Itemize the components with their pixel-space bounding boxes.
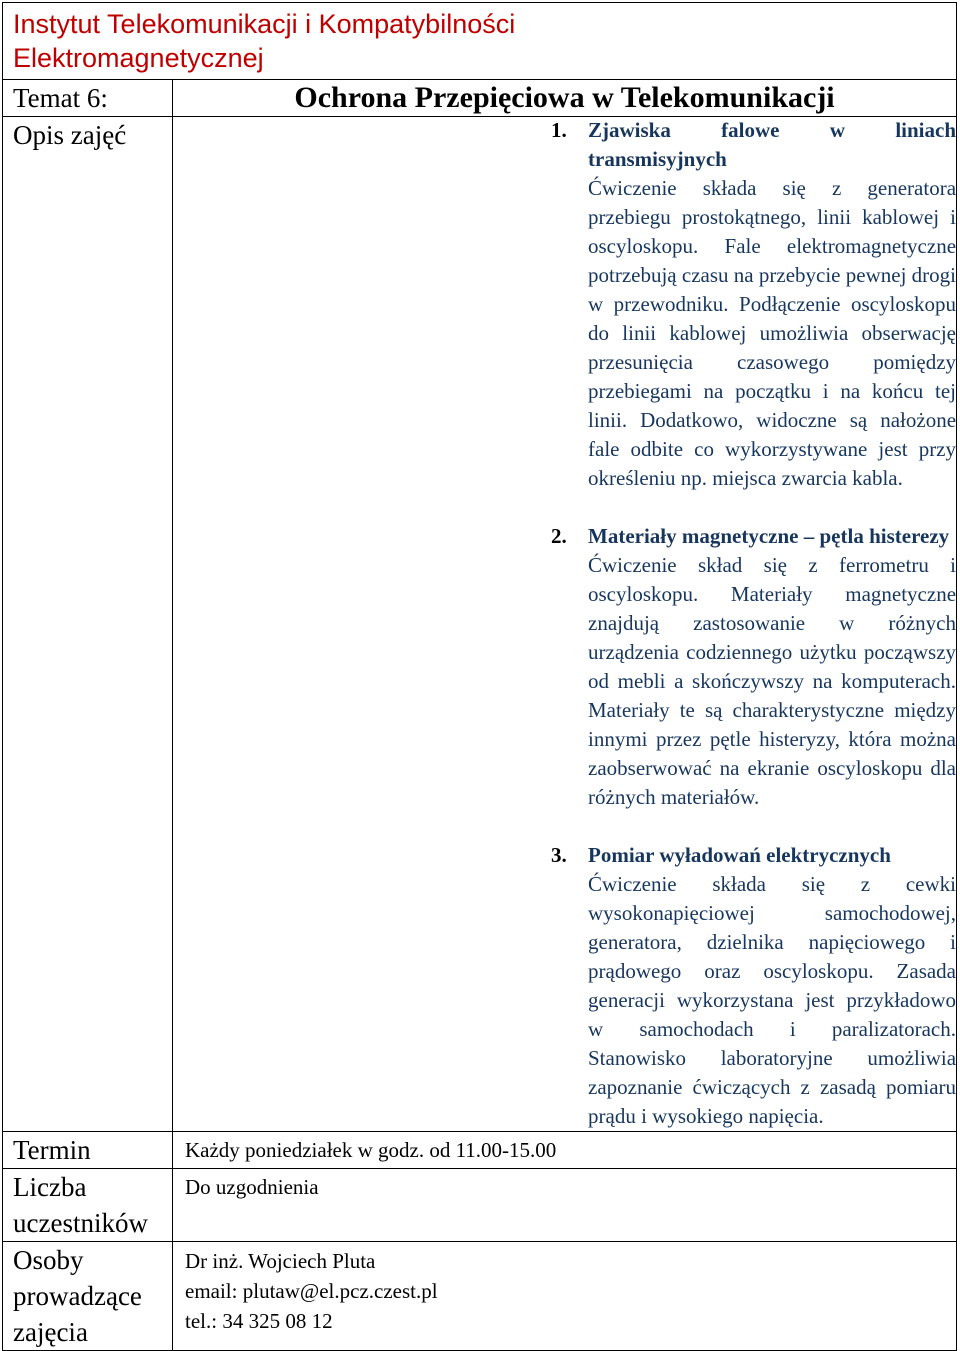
instructors-label-line2: prowadzące xyxy=(13,1281,142,1311)
description-row xyxy=(3,117,957,1132)
description-label: Opis zajęć xyxy=(3,117,173,1132)
section-3 xyxy=(551,841,956,1131)
participants-label xyxy=(3,1169,173,1242)
section-1 xyxy=(551,116,956,493)
instructors-label-line1: Osoby xyxy=(13,1245,84,1275)
section-text: Ćwiczenie składa się z generatora przebiegu prostokątnego, linii kablowej i oscyloskopu. Fale elektromagnetyczne potrzebują czasu na przebycie pewnej drogi w przewodniku. Podłączenie oscyloskopu do linii kablowej umożliwia obserwację przesunięcia czasowego pomiędzy przebiegami na początku i na końcu tej linii. Dodatkowo, widoczne są nałożone fale odbite co wykorzystywane jest przy określeniu np. miejsca zwarcia kabla. xyxy=(588,176,957,490)
section-number: 3. xyxy=(551,843,567,867)
institute-title xyxy=(3,3,957,80)
section-2 xyxy=(551,522,956,812)
institute-row xyxy=(3,3,957,80)
schedule-row xyxy=(3,1132,957,1169)
participants-row xyxy=(3,1169,957,1242)
description-content xyxy=(173,117,957,1132)
instructors-label-line3: zajęcia xyxy=(13,1317,88,1347)
instructor-phone: tel.: 34 325 08 12 xyxy=(185,1309,333,1333)
instructors-label xyxy=(3,1242,173,1351)
participants-value: Do uzgodnienia xyxy=(173,1169,957,1242)
section-title: Pomiar wyładowań elektrycznych xyxy=(588,843,891,867)
section-number: 2. xyxy=(551,524,567,548)
schedule-label: Termin xyxy=(3,1132,173,1169)
instructor-email: email: plutaw@el.pcz.czest.pl xyxy=(185,1279,438,1303)
institute-title-line2: Elektromagnetycznej xyxy=(13,43,264,73)
schedule-value: Każdy poniedziałek w godz. od 11.00-15.00 xyxy=(173,1132,957,1169)
participants-label-line2: uczestników xyxy=(13,1208,148,1238)
section-number: 1. xyxy=(551,118,567,142)
section-text: Ćwiczenie składa się z cewki wysokonapięciowej samochodowej, generatora, dzielnika napięciowego i prądowego oraz oscyloskopu. Zasada generacji wykorzystana jest przykładowo w samochodach i paralizatorach. Stanowisko laboratoryjne umożliwia zapoznanie ćwiczących z zasadą pomiaru prądu i wysokiego napięcia. xyxy=(588,872,957,1128)
instructor-name: Dr inż. Wojciech Pluta xyxy=(185,1249,376,1273)
section-title: Zjawiska falowe w liniach transmisyjnych xyxy=(588,118,957,171)
topic-label: Temat 6: xyxy=(3,80,173,117)
instructors-value xyxy=(173,1242,957,1351)
topic-row xyxy=(3,80,957,117)
instructors-row xyxy=(3,1242,957,1351)
course-info-table xyxy=(2,2,957,1351)
institute-title-line1: Instytut Telekomunikacji i Kompatybilności xyxy=(13,9,516,39)
participants-label-line1: Liczba xyxy=(13,1172,87,1202)
section-title: Materiały magnetyczne – pętla histerezy xyxy=(588,524,950,548)
section-text: Ćwiczenie skład się z ferrometru i oscyloskopu. Materiały magnetyczne znajdują zastosowanie w różnych urządzenia codziennego użytku począwszy od mebli a skończywszy na komputerach. Materiały te są charakterystyczne między innymi przez pętle histeryzy, która można zaobserwować na ekranie oscyloskopu dla różnych materiałów. xyxy=(588,553,957,809)
topic-title: Ochrona Przepięciowa w Telekomunikacji xyxy=(173,80,957,117)
